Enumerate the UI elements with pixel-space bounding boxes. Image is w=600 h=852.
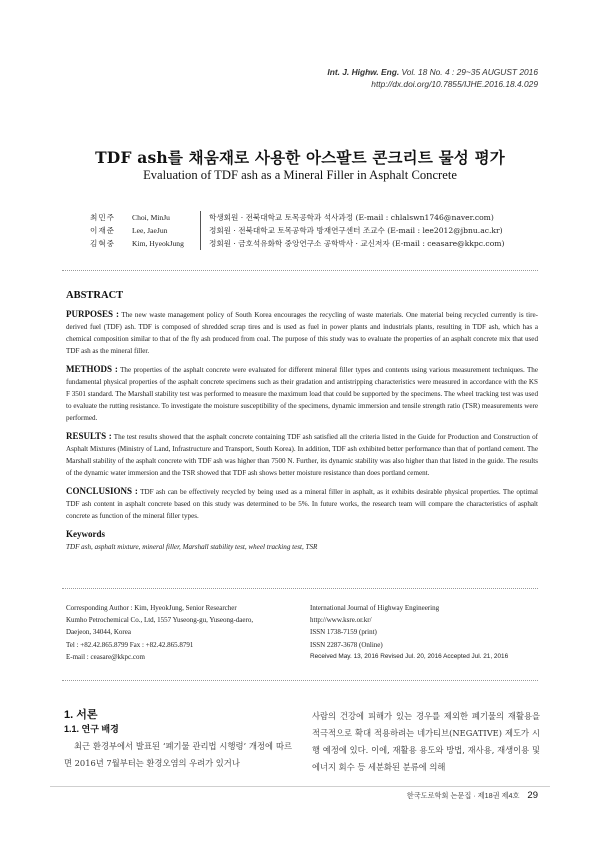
body-text-right: 사람의 건강에 피해가 있는 경우를 제외한 폐기물의 재활용을 적극적으로 확대 적용하려는 네가티브(NEGATIVE) 제도가 시행 예정에 있다. 이에, 재활용 용도와 방법, 재사용, 재생이용 및 에너지 회수 등 세분화된 분류에 의해 xyxy=(312,711,540,772)
author-row xyxy=(90,237,520,250)
author-row xyxy=(90,224,520,237)
abstract-conclusions xyxy=(66,485,538,522)
page-footer xyxy=(407,790,538,801)
journal-info-line: ISSN 1738-7159 (print) xyxy=(310,628,377,637)
author-name-en: Lee, JaeJun xyxy=(132,226,168,235)
keywords-heading: Keywords xyxy=(66,529,105,539)
journal-info-line: International Journal of Highway Engineering xyxy=(310,604,440,612)
corresponding-author-block xyxy=(66,602,298,663)
corr-line: Daejeon, 34044, Korea xyxy=(66,628,131,637)
volume-info: Vol. 18 No. 4 : 29~35 AUGUST 2016 xyxy=(401,67,538,77)
journal-url[interactable]: http://www.ksre.or.kr/ xyxy=(310,616,372,625)
received-dates: Received May. 13, 2016 Revised Jul. 20, 2016 Accepted Jul. 21, 2016 xyxy=(310,652,509,660)
footer-journal: 한국도로학회 논문집 · 제18권 제4호 xyxy=(406,791,520,800)
footer-divider xyxy=(50,786,550,787)
page-number: 29 xyxy=(527,790,538,801)
corr-line: Kumho Petrochemical Co., Ltd, 1557 Yuseong-gu, Yuseong-daero, xyxy=(66,616,254,625)
purposes-label: PURPOSES : xyxy=(66,309,119,319)
author-list xyxy=(90,211,520,250)
keywords-text: TDF ash, asphalt mixture, mineral filler, Marshall stability test, wheel tracking test, TSR xyxy=(66,543,318,551)
corr-line: Tel : +82.42.865.8799 Fax : +82.42.865.8791 xyxy=(66,640,194,649)
subsection-title: 1.1. 연구 배경 xyxy=(64,724,119,734)
abstract-heading: ABSTRACT xyxy=(66,290,124,301)
divider-bottom xyxy=(62,680,538,681)
results-text: The test results showed that the asphalt concrete containing TDF ash satisfied all the criteria listed in the Guide for Production and Construction of Asphalt Mixtures (Ministry of Land, Infrastructure and Transport, South Korea). In addition, TDF ash exhibited better performance than that of portland cement. The Marshall stability of the asphalt concrete with TDF ash was higher than 7500 N. Further, its dynamic stability was also higher than that listed in the guide. The results of the dynamic water immersion and the TSR showed that TDF ash shows better moisture resistance than does portland cement. xyxy=(66,433,538,477)
author-affiliation: 정회원 · 전북대학교 토목공학과 방재연구센터 조교수 (E-mail : lee2012@jbnu.ac.kr) xyxy=(209,226,503,235)
author-row xyxy=(90,211,520,224)
author-name-ko: 김혁중 xyxy=(90,239,116,248)
results-label: RESULTS : xyxy=(66,431,112,441)
corr-line: Corresponding Author : Kim, HyeokJung, Senior Researcher xyxy=(66,604,237,612)
abstract-results xyxy=(66,430,538,479)
title-korean: TDF ash를 채움재로 사용한 아스팔트 콘크리트 물성 평가 xyxy=(95,148,505,167)
abstract-section xyxy=(66,290,538,553)
journal-info-block xyxy=(310,602,542,663)
conclusions-label: CONCLUSIONS : xyxy=(66,486,138,496)
conclusions-text: TDF ash can be effectively recycled by being used as a mineral filler in asphalt, as it exhibits desirable physical properties. The optimal TDF ash content in asphalt concrete based on this study was determined to be 5%. In future works, the research team will compare the characteristics of asphalt concrete as function of the mineral filler types. xyxy=(66,488,538,520)
methods-text: The properties of the asphalt concrete were evaluated for different mineral filler types and contents using various measurement techniques. The fundamental physical properties of the asphalt concrete specimens such as their gradation and antistripping characteristics were measured in accordance with the KS F 3501 standard. The Marshall stability test was performed to measure the maximum load that could be supported by the specimens. The wheel tracking test was used to evaluate the rutting resistance. To investigate the moisture susceptibility of the specimens, dynamic immersion and tensile strength ratio (TSR) measurements were performed. xyxy=(66,366,538,422)
title-english: Evaluation of TDF ash as a Mineral Filler in Asphalt Concrete xyxy=(143,168,457,182)
section-title: 1. 서론 xyxy=(64,709,98,721)
body-text-left: 최근 환경부에서 발표된 ‘폐기물 관리법 시행령’ 개정에 따르면 2016년 7월부터는 환경오염의 우려가 있거나 xyxy=(64,741,292,768)
author-affiliation: 정회원 · 금호석유화학 중앙연구소 공학박사 · 교신저자 (E-mail : ceasare@kkpc.com) xyxy=(209,239,505,248)
abstract-methods xyxy=(66,363,538,424)
corr-email[interactable]: E-mail : ceasare@kkpc.com xyxy=(66,652,145,661)
author-divider xyxy=(200,237,201,250)
doi-link[interactable]: http://dx.doi.org/10.7855/IJHE.2016.18.4.029 xyxy=(371,79,538,89)
author-affiliation: 학생회원 · 전북대학교 토목공학과 석사과정 (E-mail : chlalswn1746@naver.com) xyxy=(209,213,494,222)
journal-name: Int. J. Highw. Eng. xyxy=(327,67,400,77)
author-name-ko: 이재준 xyxy=(90,226,116,235)
author-name-ko: 최민주 xyxy=(90,213,116,222)
author-divider xyxy=(200,224,201,237)
author-name-en: Kim, HyeokJung xyxy=(132,239,184,248)
journal-info-line: ISSN 2287-3678 (Online) xyxy=(310,640,383,649)
abstract-purposes xyxy=(66,308,538,357)
divider-middle xyxy=(62,588,538,589)
author-divider xyxy=(200,211,201,224)
purposes-text: The new waste management policy of South Korea encourages the recycling of waste materials. One material being recycled currently is tire-derived fuel (TDF) ash. TDF is composed of shredded scrap tires and is used as fuel in power plants and industrials plants, resulting in TDF ash, which has a chemical composition similar to that of the fly ash produced from coal. The purpose of this study was to evaluate the properties of an asphalt concrete mix that used TDF ash as the mineral filler. xyxy=(66,311,538,355)
divider-top xyxy=(62,270,538,271)
author-name-en: Choi, MinJu xyxy=(132,213,170,222)
journal-header xyxy=(327,66,538,90)
methods-label: METHODS : xyxy=(66,364,118,374)
